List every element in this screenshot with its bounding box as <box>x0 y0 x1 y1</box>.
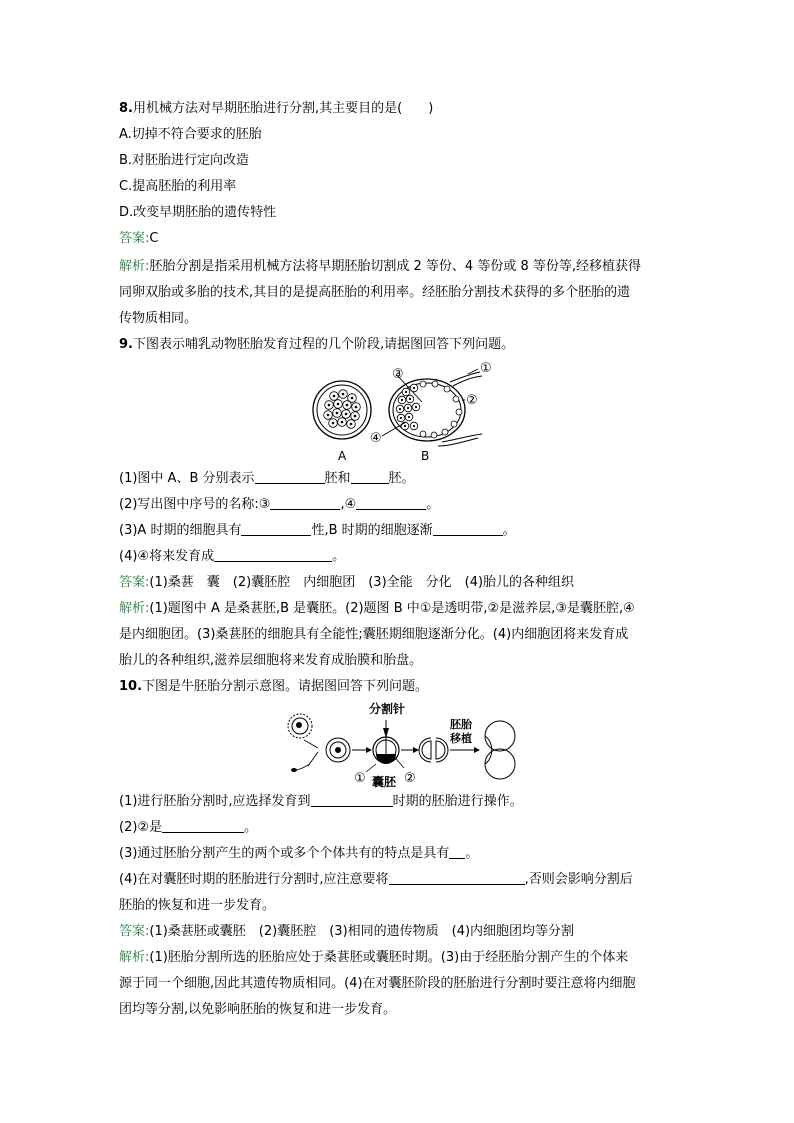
blank-field[interactable] <box>241 523 311 536</box>
q10-subq-2-text-b: 。 <box>244 820 258 835</box>
q9-answer-label: 答案: <box>119 575 150 590</box>
q8-option-b: B.对胚胎进行定向改造 <box>119 153 250 168</box>
q8-answer-text: C <box>149 231 159 246</box>
q8-answer-label: 答案: <box>119 231 150 246</box>
q8-option-c: C.提高胚胎的利用率 <box>119 179 237 194</box>
q8-stem <box>119 101 433 117</box>
q9-subq-3-text-c: 。 <box>502 523 516 538</box>
blank-field[interactable] <box>270 497 340 510</box>
q10-subq-2-text-a: (2)②是 <box>119 820 163 835</box>
q10-number: 10. <box>119 679 143 694</box>
q9-analysis-label: 解析: <box>119 601 150 616</box>
q9-subq-2-text-b: ,④ <box>340 497 357 512</box>
q9-subq-2-text-c: 。 <box>426 497 440 512</box>
q9-subq-1-text-c: 胚。 <box>388 471 415 486</box>
q10-subq-1 <box>119 794 523 810</box>
blank-field[interactable] <box>311 794 393 807</box>
q9-label-b: B <box>421 449 430 463</box>
q10-transfer-label-1: 胚胎 <box>450 718 472 731</box>
q9-subq-4-text-a: (4)④将来发育成 <box>119 549 215 564</box>
q10-analysis-label: 解析: <box>119 950 150 965</box>
morula-diagram <box>313 381 371 439</box>
uterus-diagram <box>485 721 515 779</box>
blank-field[interactable] <box>214 549 332 562</box>
q10-subq-4-text-b: ,否则会影响分割后 <box>524 872 633 887</box>
q10-subq-3 <box>119 846 478 862</box>
q10-subq-1-text-a: (1)进行胚胎分割时,应选择发育到 <box>119 794 311 809</box>
q10-analysis-line-3: 团均等分割,以免影响胚胎的恢复和进一步发育。 <box>119 1002 397 1017</box>
q9-subq-4 <box>119 549 345 565</box>
q8-analysis-line-1 <box>119 259 641 275</box>
q8-analysis-line-3: 传物质相同。 <box>119 311 198 326</box>
q10-needle-label: 分割针 <box>369 702 406 716</box>
q10-analysis-line-1 <box>119 950 628 966</box>
q9-subq-4-text-b: 。 <box>332 549 346 564</box>
q9-label-4: ④ <box>370 431 382 446</box>
q10-subq-4-cont: 胚胎的恢复和进一步发育。 <box>119 898 276 913</box>
q9-answer <box>119 575 574 591</box>
split-halves-diagram <box>419 738 448 762</box>
q8-analysis-text-1: 胚胎分割是指采用机械方法将早期胚胎切割成 2 等份、4 等份或 8 等份等,经移植获得 <box>149 259 641 274</box>
q8-answer <box>119 231 158 247</box>
q9-analysis-line-1 <box>119 601 635 617</box>
q8-option-a: A.切掉不符合要求的胚胎 <box>119 127 262 142</box>
blank-field[interactable] <box>389 872 525 885</box>
blank-field[interactable] <box>356 497 426 510</box>
q10-subq-3-text-a: (3)通过胚胎分割产生的两个或多个个体共有的特点是具有 <box>119 846 450 861</box>
q9-subq-1-text-a: (1)图中 A、B 分别表示 <box>119 471 255 486</box>
q9-stem <box>119 337 514 353</box>
q10-transfer-label-2: 移植 <box>450 732 472 745</box>
zygote-diagram <box>326 738 350 762</box>
q9-subq-2 <box>119 497 439 513</box>
q9-label-3: ③ <box>392 367 404 382</box>
q10-label-1: ① <box>354 771 366 786</box>
q10-blastocyst-label: 囊胚 <box>372 775 397 789</box>
q9-subq-3 <box>119 523 516 539</box>
q10-subq-1-text-b: 时期的胚胎进行操作。 <box>392 794 523 809</box>
q10-subq-4 <box>119 872 633 888</box>
oocyte-diagram <box>288 714 312 738</box>
q9-subq-2-text-a: (2)写出图中序号的名称:③ <box>119 497 271 512</box>
blank-field[interactable] <box>449 846 465 859</box>
q8-analysis-label: 解析: <box>119 259 150 274</box>
q10-label-2: ② <box>404 771 416 786</box>
q9-label-1: ① <box>480 361 492 376</box>
q9-analysis-text-1: (1)题图中 A 是桑葚胚,B 是囊胚。(2)题图 B 中①是透明带,②是滋养层,③是囊胚腔,④ <box>149 601 635 616</box>
q9-subq-1-text-b: 胚和 <box>324 471 351 486</box>
sperm-diagram <box>291 764 310 772</box>
blank-field[interactable] <box>433 523 503 536</box>
q10-answer-label: 答案: <box>119 924 150 939</box>
q9-label-a: A <box>338 449 347 463</box>
q9-analysis-line-3: 胎儿的各种组织,滋养层细胞将来发育成胎膜和胎盘。 <box>119 653 423 668</box>
q10-answer <box>119 924 574 940</box>
q9-embryo-figure <box>310 360 500 464</box>
q10-analysis-text-1: (1)胚胎分割所选的胚胎应处于桑葚胚或囊胚时期。(3)由于经胚胎分割产生的个体来 <box>149 950 629 965</box>
q10-stem-text: 下图是牛胚胎分割示意图。请据图回答下列问题。 <box>142 679 429 694</box>
q8-number: 8. <box>119 101 133 116</box>
q9-stem-text: 下图表示哺乳动物胚胎发育过程的几个阶段,请据图回答下列问题。 <box>132 337 515 352</box>
q10-analysis-line-2: 源于同一个细胞,因此其遗传物质相同。(4)在对囊胚阶段的胚胎进行分割时要注意将内细胞 <box>119 976 636 991</box>
q8-analysis-line-2: 同卵双胎或多胎的技术,其目的是提高胚胎的利用率。经胚胎分割技术获得的多个胚胎的遗 <box>119 285 631 300</box>
q10-answer-text: (1)桑葚胚或囊胚 (2)囊胚腔 (3)相同的遗传物质 (4)内细胞团均等分割 <box>149 924 575 939</box>
q10-stem <box>119 679 428 695</box>
q10-subq-2 <box>119 820 257 836</box>
q8-option-d: D.改变早期胚胎的遗传特性 <box>119 205 277 220</box>
q9-answer-text: (1)桑葚 囊 (2)囊胚腔 内细胞团 (3)全能 分化 (4)胎儿的各种组织 <box>149 575 575 590</box>
q10-subq-3-text-b: 。 <box>465 846 479 861</box>
q8-stem-text: 用机械方法对早期胚胎进行分割,其主要目的是( ) <box>132 101 434 116</box>
q9-subq-3-text-a: (3)A 时期的细胞具有 <box>119 523 242 538</box>
blank-field[interactable] <box>351 471 389 484</box>
q9-label-2: ② <box>466 393 478 408</box>
blank-field[interactable] <box>162 820 244 833</box>
q9-number: 9. <box>119 337 133 352</box>
q10-embryo-splitting-figure <box>280 698 530 790</box>
q9-analysis-line-2: 是内细胞团。(3)桑葚胚的细胞具有全能性;囊胚期细胞逐渐分化。(4)内细胞团将来发育成 <box>119 627 629 642</box>
blank-field[interactable] <box>255 471 325 484</box>
q9-subq-3-text-b: 性,B 时期的细胞逐渐 <box>311 523 433 538</box>
q10-subq-4-text-a: (4)在对囊胚时期的胚胎进行分割时,应注意要将 <box>119 872 389 887</box>
q9-subq-1 <box>119 471 415 487</box>
